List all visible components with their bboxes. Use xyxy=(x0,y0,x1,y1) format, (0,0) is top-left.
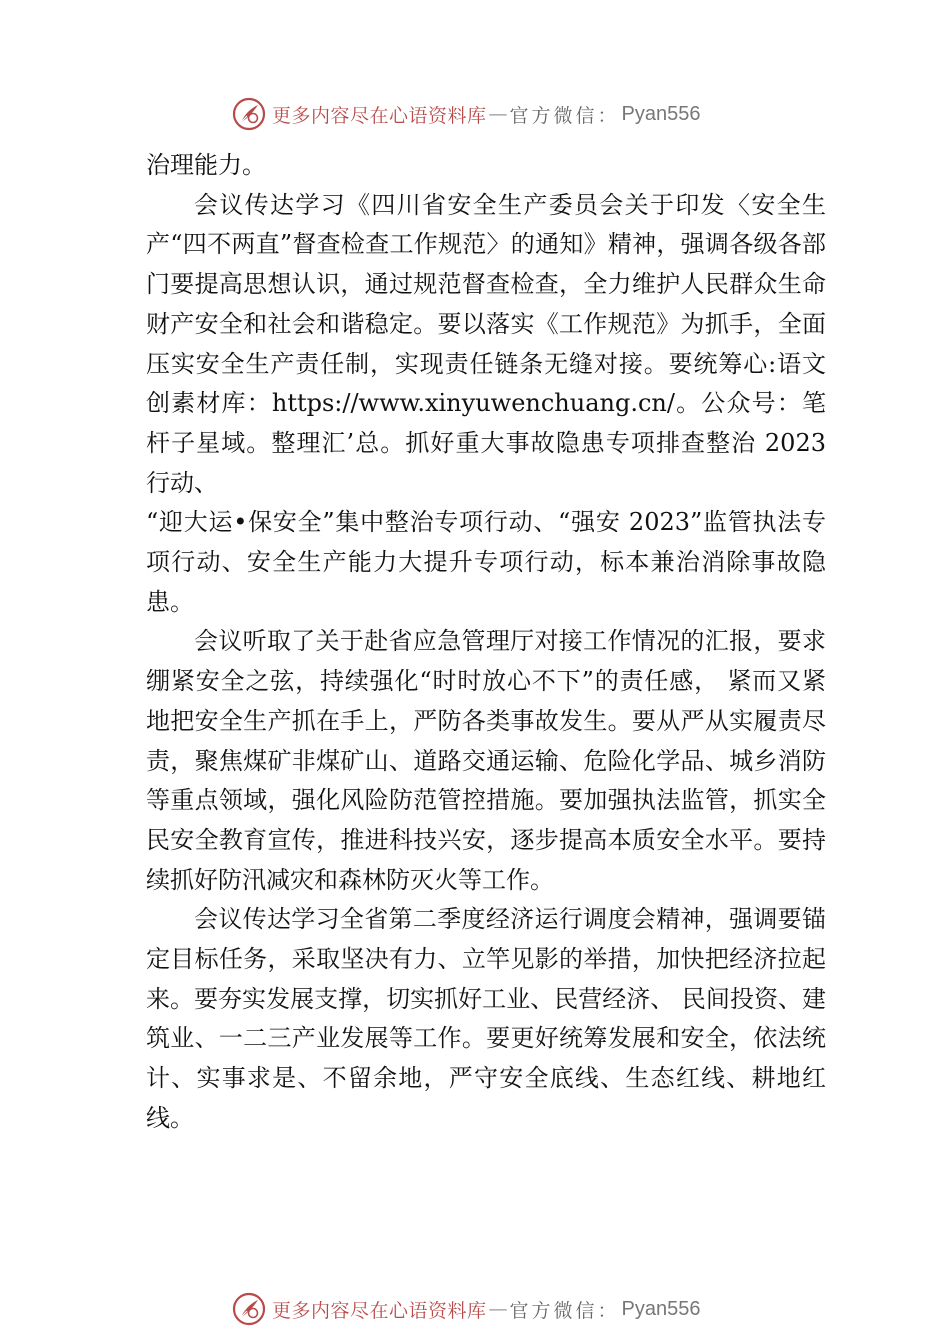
paragraph-2: 会议传达学习《四川省安全生产委员会关于印发〈安全生产“四不两直”督查检查工作规范〉的通知》精神，强调各级各部门要提高思想认识，通过规范督查检查，全力维护人民群众生命财产安全和社会和谐稳定。要以落实《工作规范》为抓手，全面压实安全生产责任制，实现责任链条无缝对接。要统筹心:语文创素材库：https://www.xinyuwenchuang.cn/。公众号：笔杆子星域。整理汇’总。抓好重大事故隐患专项排查整治 2023 行动、 xyxy=(146,190,826,497)
banner-brand-text: 更多内容尽在心语资料库 xyxy=(272,104,487,127)
banner-dash: — xyxy=(488,1298,508,1320)
paragraph-1: 治理能力。 xyxy=(146,151,266,179)
paragraph-3: “迎大运•保安全”集中整治专项行动、“强安 2023”监管执法专项行动、安全生产能力大提升专项行动，标本兼治消除事故隐患。 xyxy=(146,508,826,616)
footer-banner xyxy=(232,1291,701,1327)
banner-wechat-label: 官方微信： xyxy=(509,1299,620,1322)
document-body xyxy=(146,146,826,1139)
header-banner xyxy=(232,96,701,132)
banner-dash: — xyxy=(488,103,508,125)
paragraph-4: 会议听取了关于赴省应急管理厅对接工作情况的汇报，要求绷紧安全之弦，持续强化“时时放心不下”的责任感， 紧而又紧地把安全生产抓在手上，严防各类事故发生。要从严从实履责尽责，聚焦煤矿非煤矿山、道路交通运输、危险化学品、城乡消防等重点领域，强化风险防范管控措施。要加强执法监管，抓实全民安全教育宣传，推进科技兴安，逐步提高本质安全水平。要持续抓好防汛减灾和森林防灭火等工作。 xyxy=(146,627,826,894)
paragraph-5: 会议传达学习全省第二季度经济运行调度会精神，强调要锚定目标任务，采取坚决有力、立竿见影的举措，加快把经济拉起来。要夯实发展支撑，切实抓好工业、民营经济、 民间投资、建筑业、一二三产业发展等工作。要更好统筹发展和安全，依法统计、实事求是、不留余地，严守安全底线、生态红线、耕地红线。 xyxy=(146,905,826,1132)
banner-wechat-id: Pyan556 xyxy=(621,1297,701,1320)
quill-pen-logo-icon xyxy=(232,97,266,131)
banner-wechat-label: 官方微信： xyxy=(509,104,620,127)
banner-wechat-id: Pyan556 xyxy=(621,102,701,125)
quill-pen-logo-icon xyxy=(232,1292,266,1326)
banner-brand-text: 更多内容尽在心语资料库 xyxy=(272,1299,487,1322)
